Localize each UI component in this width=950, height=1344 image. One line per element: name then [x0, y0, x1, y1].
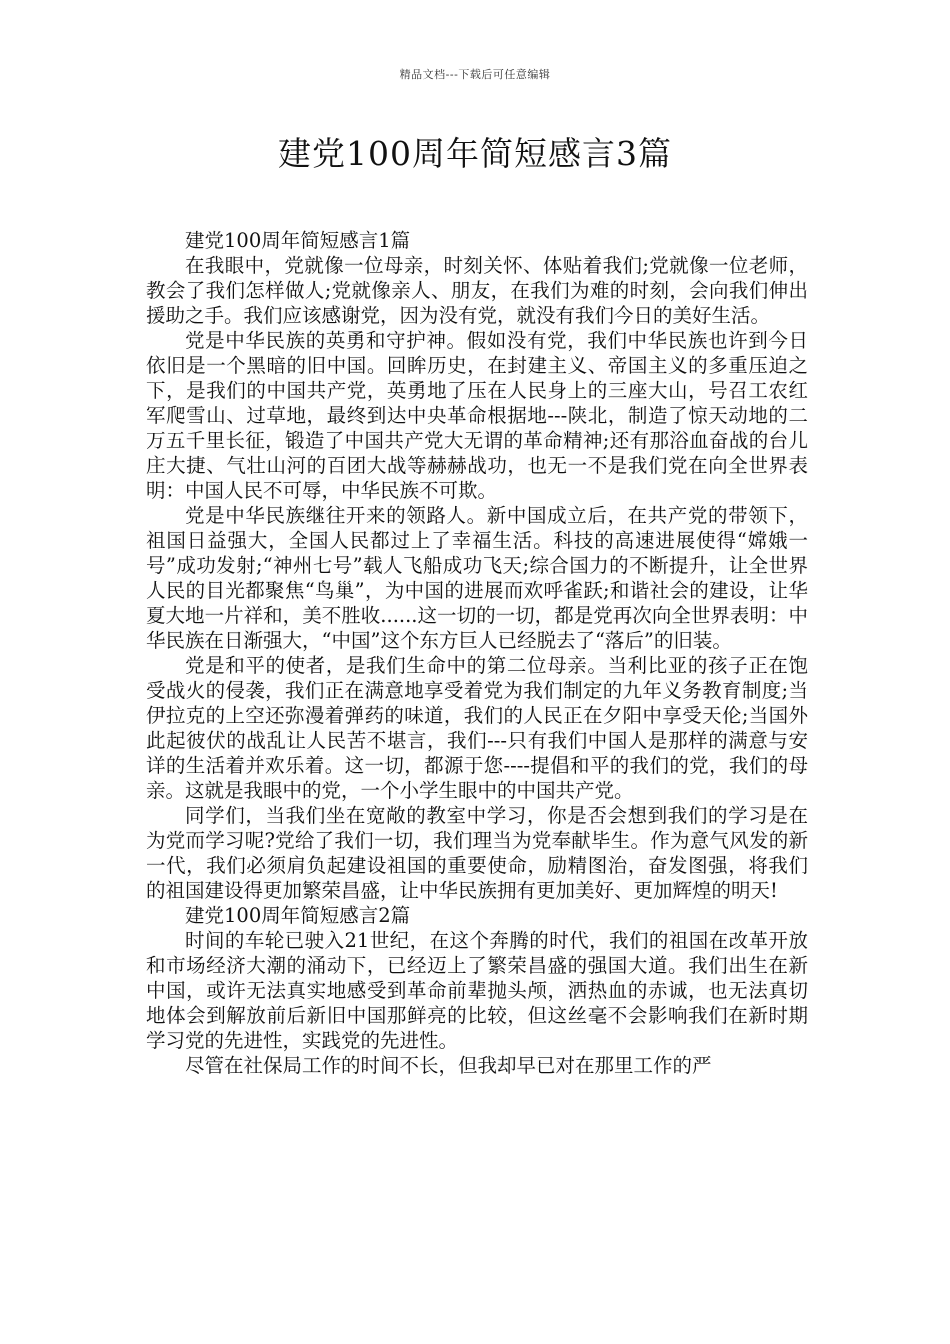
section-heading: 建党100周年简短感言1篇 — [185, 229, 411, 252]
header-note: 精品文档---下载后可任意编辑 — [399, 68, 551, 81]
document-body — [146, 228, 808, 1078]
paragraph: 同学们，当我们坐在宽敞的教室中学习，你是否会想到我们的学习是在为党而学习呢?党给了我们一切，我们理当为党奉献毕生。作为意气风发的新一代，我们必须肩负起建设祖国的重要使命，励精图治，奋发图强，将我们的祖国建设得更加繁荣昌盛，让中华民族拥有更加美好、更加辉煌的明天! — [146, 804, 808, 902]
paragraph: 党是和平的使者，是我们生命中的第二位母亲。当利比亚的孩子正在饱受战火的侵袭，我们正在满意地享受着党为我们制定的九年义务教育制度;当伊拉克的上空还弥漫着弹药的味道，我们的人民正在夕阳中享受天伦;当国外此起彼伏的战乱让人民苦不堪言，我们---只有我们中国人是那样的满意与安详的生活着并欢乐着。这一切，都源于您----提倡和平的我们的党，我们的母亲。这就是我眼中的党，一个小学生眼中的中国共产党。 — [146, 654, 808, 802]
section-heading: 建党100周年简短感言2篇 — [185, 904, 411, 927]
paragraph: 时间的车轮已驶入21世纪，在这个奔腾的时代，我们的祖国在改革开放和市场经济大潮的涌动下，已经迈上了繁荣昌盛的强国大道。我们出生在新中国，或许无法真实地感受到革命前辈抛头颅，洒热血的赤诚，也无法真切地体会到解放前后新旧中国那鲜亮的比较，但这丝毫不会影响我们在新时期学习党的先进性，实践党的先进性。 — [146, 929, 808, 1052]
document-title: 建党100周年简短感言3篇 — [278, 134, 672, 173]
paragraph: 党是中华民族继往开来的领路人。新中国成立后，在共产党的带领下，祖国日益强大，全国人民都过上了幸福生活。科技的高速进展使得“嫦娥一号”成功发射;“神州七号”载人飞船成功飞天;综合国力的不断提升，让全世界人民的目光都聚焦“鸟巢”，为中国的进展而欢呼雀跃;和谐社会的建设，让华夏大地一片祥和，美不胜收......这一切的一切，都是党再次向全世界表明：中华民族在日渐强大，“中国”这个东方巨人已经脱去了“落后”的旧装。 — [146, 504, 808, 652]
paragraph: 尽管在社保局工作的时间不长，但我却早已对在那里工作的严 — [185, 1054, 712, 1077]
paragraph: 在我眼中，党就像一位母亲，时刻关怀、体贴着我们;党就像一位老师，教会了我们怎样做人;党就像亲人、朋友，在我们为难的时刻，会向我们伸出援助之手。我们应该感谢党，因为没有党，就没有我们今日的美好生活。 — [146, 254, 808, 327]
paragraph: 党是中华民族的英勇和守护神。假如没有党，我们中华民族也许到今日依旧是一个黑暗的旧中国。回眸历史，在封建主义、帝国主义的多重压迫之下，是我们的中国共产党，英勇地了压在人民身上的三座大山，号召工农红军爬雪山、过草地，最终到达中央革命根据地---陕北，制造了惊天动地的二万五千里长征，锻造了中国共产党大无谓的革命精神;还有那浴血奋战的台儿庄大捷、气壮山河的百团大战等赫赫战功，也无一不是我们党在向全世界表明：中国人民不可辱，中华民族不可欺。 — [146, 329, 808, 502]
